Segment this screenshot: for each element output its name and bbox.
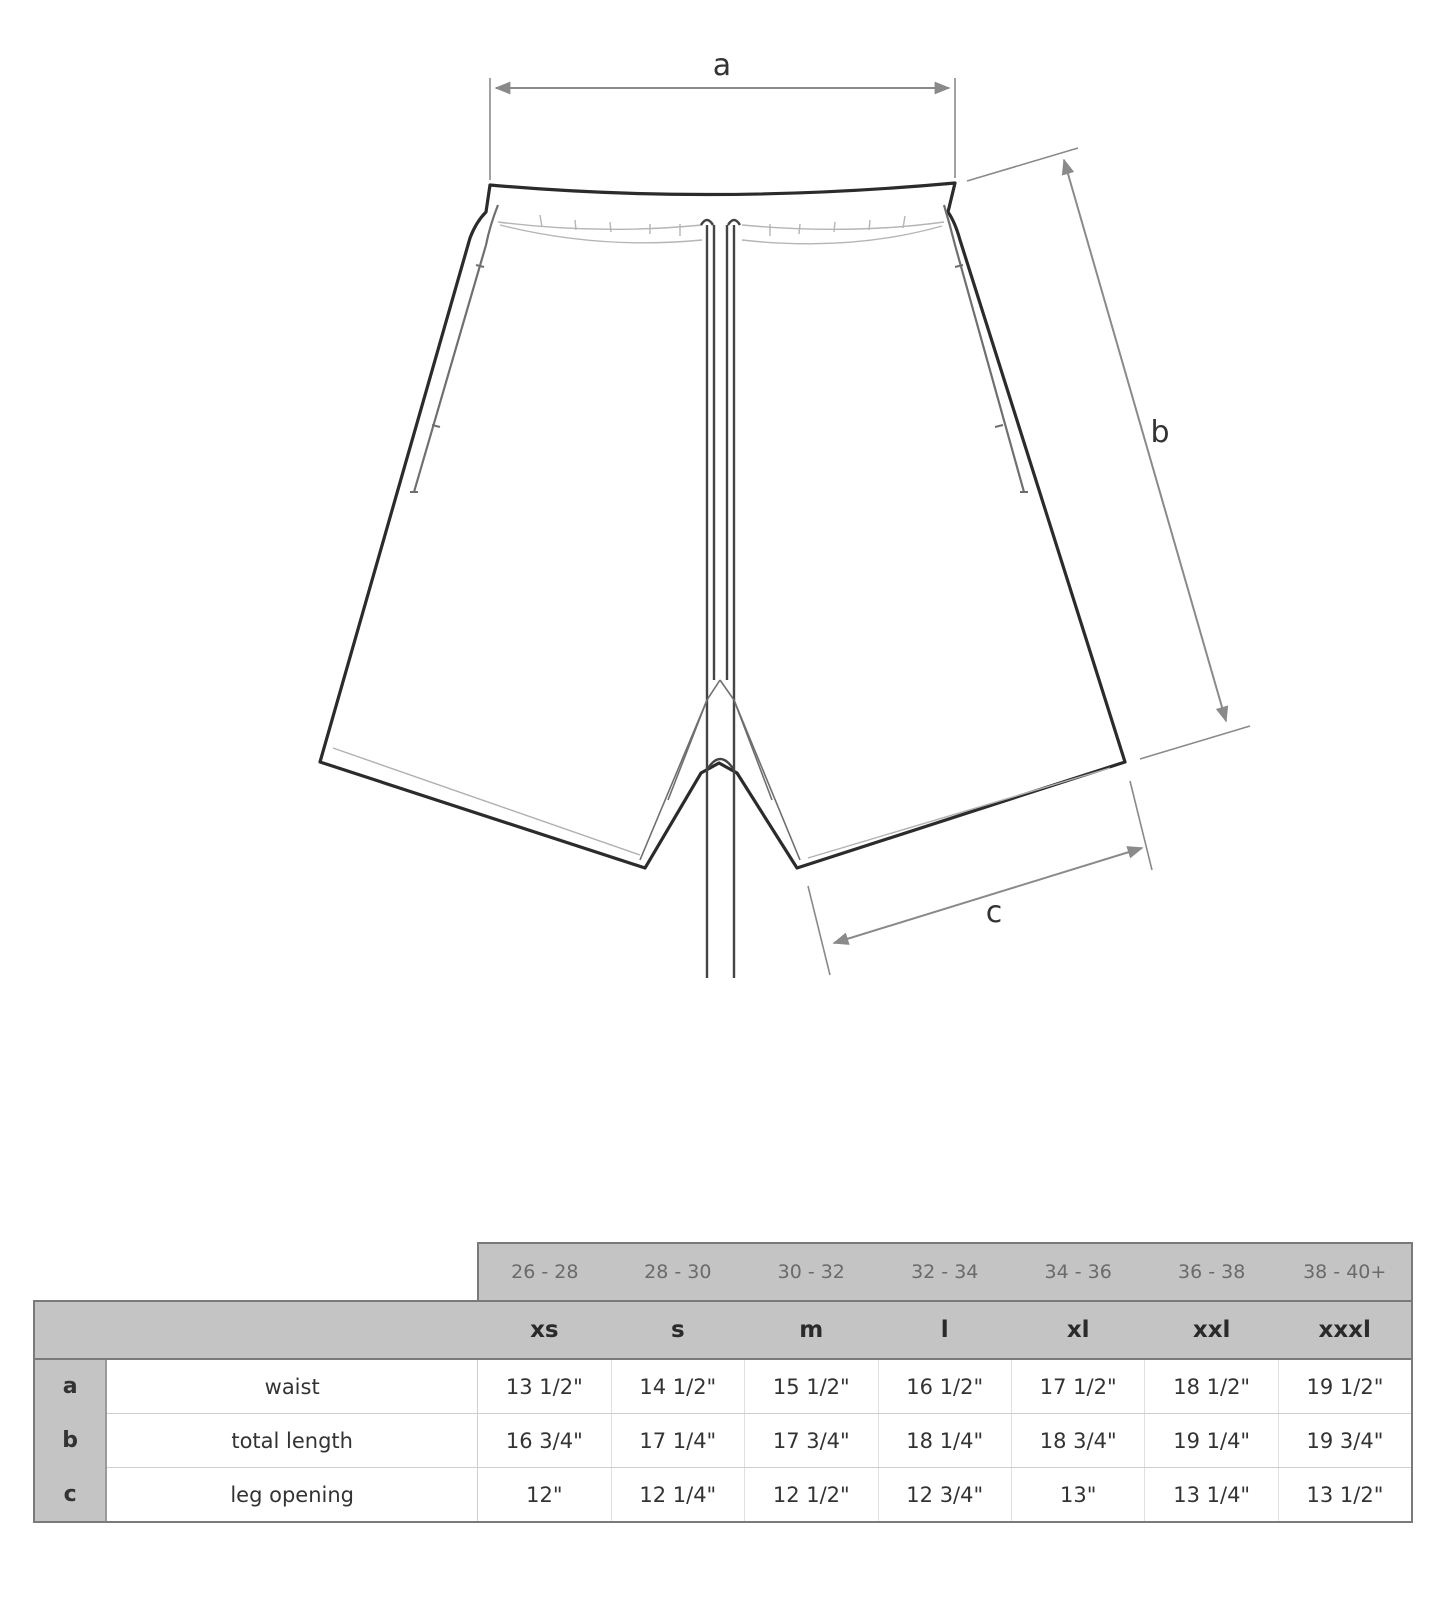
measurement-row-waist [34,1359,1412,1414]
measurement-value: 13 1/2" [478,1359,611,1414]
dimension-b-label: b [1150,415,1170,450]
measurement-value: 12 3/4" [878,1468,1011,1523]
measurement-name: total length [106,1414,477,1468]
measurement-value: 13" [1011,1468,1144,1523]
size-header-row [34,1301,1412,1359]
waist-range-cell: 30 - 32 [745,1243,878,1301]
measurement-value: 12" [478,1468,611,1523]
size-header-cell: s [611,1301,744,1359]
shorts-outline [320,183,1125,868]
waist-range-cell: 36 - 38 [1145,1243,1278,1301]
measurement-value: 16 3/4" [478,1414,611,1468]
measurement-letter: a [34,1359,106,1414]
waist-range-cell: 26 - 28 [478,1243,611,1301]
size-header-cell: m [745,1301,878,1359]
waist-range-cell: 38 - 40+ [1278,1243,1412,1301]
dimension-a-label: a [712,48,732,83]
measurement-name: leg opening [106,1468,477,1523]
measurement-value: 13 1/4" [1145,1468,1278,1523]
measurement-value: 15 1/2" [745,1359,878,1414]
waist-range-cell: 34 - 36 [1011,1243,1144,1301]
dimension-a [490,48,955,180]
measurement-value: 18 3/4" [1011,1414,1144,1468]
measurement-value: 18 1/2" [1145,1359,1278,1414]
waist-range-cell: 32 - 34 [878,1243,1011,1301]
size-chart-table [33,1242,1413,1523]
measurement-value: 13 1/2" [1278,1468,1412,1523]
waist-range-cell: 28 - 30 [611,1243,744,1301]
measurement-value: 19 1/4" [1145,1414,1278,1468]
waist-range-row [34,1243,1412,1301]
measurement-value: 12 1/2" [745,1468,878,1523]
size-header-cell: xs [478,1301,611,1359]
dimension-c-label: c [985,895,1003,930]
measurement-value: 17 1/2" [1011,1359,1144,1414]
size-header-cell: xl [1011,1301,1144,1359]
measurement-row-total-length [34,1414,1412,1468]
measurement-letter: c [34,1468,106,1523]
measurement-row-leg-opening [34,1468,1412,1523]
measurement-value: 12 1/4" [611,1468,744,1523]
measurement-letter: b [34,1414,106,1468]
size-header-cell: l [878,1301,1011,1359]
size-header-cell: xxxl [1278,1301,1412,1359]
measurement-value: 18 1/4" [878,1414,1011,1468]
size-header-cell: xxl [1145,1301,1278,1359]
measurement-value: 16 1/2" [878,1359,1011,1414]
measurement-value: 14 1/2" [611,1359,744,1414]
measurement-value: 19 1/2" [1278,1359,1412,1414]
measurement-value: 17 1/4" [611,1414,744,1468]
measurement-name: waist [106,1359,477,1414]
measurement-value: 17 3/4" [745,1414,878,1468]
measurement-value: 19 3/4" [1278,1414,1412,1468]
